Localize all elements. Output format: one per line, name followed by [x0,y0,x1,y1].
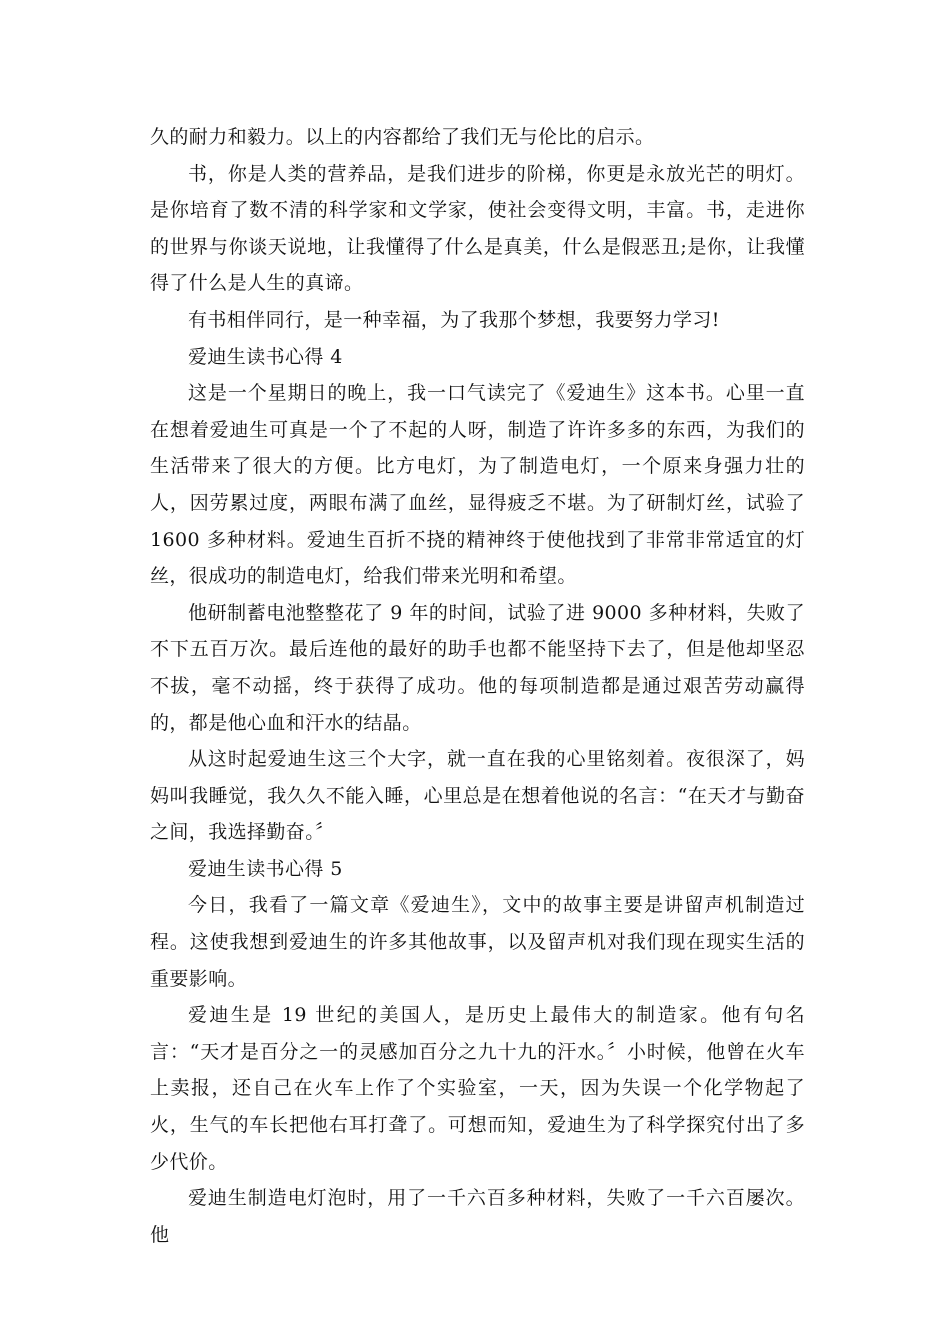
paragraph: 他研制蓄电池整整花了 9 年的时间，试验了进 9000 多种材料，失败了不下五百万次。最后连他的最好的助手也都不能坚持下去了，但是他却坚忍不拔，毫不动摇，终于获得了成功。他的每项制造都是通过艰苦劳动赢得的，都是他心血和汗水的结晶。 [150,601,805,734]
section-heading: 爱迪生读书心得 4 [188,345,343,368]
paragraph: 有书相伴同行，是一种幸福，为了我那个梦想，我要努力学习! [188,308,720,331]
paragraph: 从这时起爱迪生这三个大字，就一直在我的心里铭刻着。夜很深了，妈妈叫我睡觉，我久久不能入睡，心里总是在想着他说的名言：“在天才与勤奋之间，我选择勤奋。〞 [150,748,805,844]
paragraph: 久的耐力和毅力。以上的内容都给了我们无与伦比的启示。 [150,126,655,148]
paragraph: 爱迪生是 19 世纪的美国人，是历史上最伟大的制造家。他有句名言：“天才是百分之一的灵感加百分之九十九的汗水。〞小时候，他曾在火车上卖报，还自己在火车上作了个实验室，一天，因为失误一个化学物起了火，生气的车长把他右耳打聋了。可想而知，爱迪生为了科学探究付出了多少代价。 [150,1004,805,1173]
paragraph: 书，你是人类的营养品，是我们进步的阶梯，你更是永放光芒的明灯。是你培育了数不清的科学家和文学家，使社会变得文明，丰富。书，走进你的世界与你谈天说地，让我懂得了什么是真美，什么是假恶丑;是你，让我懂得了什么是人生的真谛。 [150,162,805,295]
section-heading: 爱迪生读书心得 5 [188,857,343,880]
paragraph: 这是一个星期日的晚上，我一口气读完了《爱迪生》这本书。心里一直在想着爱迪生可真是一个了不起的人呀，制造了许许多多的东西，为我们的生活带来了很大的方便。比方电灯，为了制造电灯，一个原来身强力壮的人，因劳累过度，两眼布满了血丝，显得疲乏不堪。为了研制灯丝，试验了 1600 多种材料。爱迪生百折不挠的精神终于使他找到了非常非常适宜的灯丝，很成功的制造电灯，给我们带来光明和希望。 [150,382,805,588]
paragraph: 爱迪生制造电灯泡时，用了一千六百多种材料，失败了一千六百屡次。他 [150,1187,805,1246]
paragraph: 今日，我看了一篇文章《爱迪生》，文中的故事主要是讲留声机制造过程。这使我想到爱迪生的许多其他故事，以及留声机对我们现在现实生活的重要影响。 [150,894,805,990]
document-body [150,119,805,1253]
